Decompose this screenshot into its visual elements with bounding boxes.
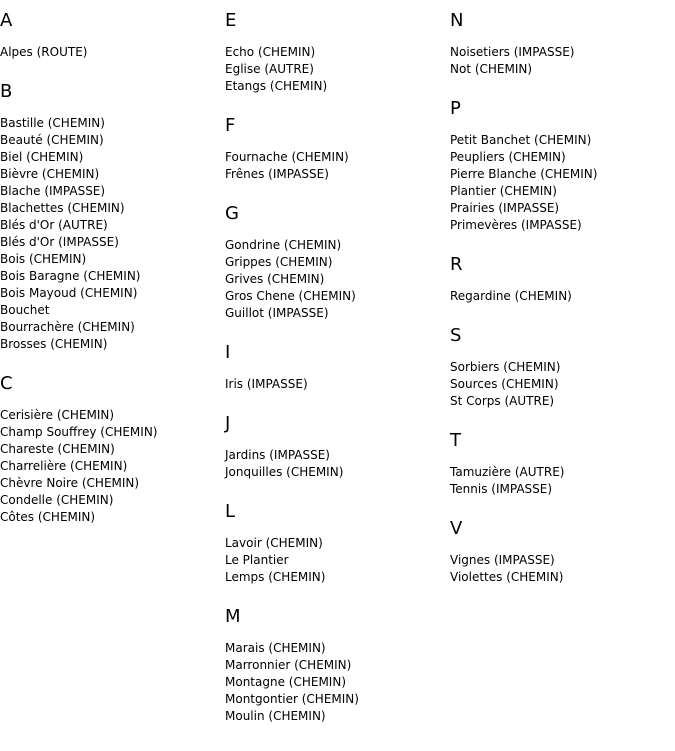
section-letter-heading: A <box>0 10 13 31</box>
section-letter-heading: B <box>0 81 13 102</box>
street-link[interactable]: Bois Baragne (CHEMIN) <box>0 269 141 283</box>
letter-section <box>0 10 220 61</box>
letter-section <box>225 10 445 95</box>
street-link[interactable]: Pierre Blanche (CHEMIN) <box>450 167 598 181</box>
section-letter-heading: N <box>450 10 464 31</box>
section-letter-heading: C <box>0 373 13 394</box>
street-link[interactable]: Tennis (IMPASSE) <box>450 482 553 496</box>
street-link[interactable]: Blés d'Or (AUTRE) <box>0 218 108 232</box>
letter-section <box>450 98 670 234</box>
street-link[interactable]: Bois (CHEMIN) <box>0 252 87 266</box>
street-link[interactable]: St Corps (AUTRE) <box>450 394 555 408</box>
letter-section <box>0 373 220 526</box>
letter-section <box>450 254 670 305</box>
street-link[interactable]: Prairies (IMPASSE) <box>450 201 560 215</box>
street-index-column-2 <box>225 10 445 745</box>
letter-section <box>225 606 445 725</box>
section-letter-heading: M <box>225 606 241 627</box>
section-letter-heading: L <box>225 501 236 522</box>
letter-section <box>450 325 670 410</box>
section-letter-heading: T <box>450 430 461 451</box>
street-link[interactable]: Biel (CHEMIN) <box>0 150 84 164</box>
section-letter-heading: V <box>450 518 463 539</box>
street-link[interactable]: Le Plantier <box>225 553 289 567</box>
street-link[interactable]: Montgontier (CHEMIN) <box>225 692 359 706</box>
street-link[interactable]: Echo (CHEMIN) <box>225 45 316 59</box>
street-link[interactable]: Plantier (CHEMIN) <box>450 184 557 198</box>
street-link[interactable]: Blachettes (CHEMIN) <box>0 201 125 215</box>
section-letter-heading: R <box>450 254 463 275</box>
street-link[interactable]: Peupliers (CHEMIN) <box>450 150 566 164</box>
street-link[interactable]: Chareste (CHEMIN) <box>0 442 115 456</box>
letter-section <box>450 10 670 78</box>
section-letter-heading: I <box>225 342 231 363</box>
street-link[interactable]: Montagne (CHEMIN) <box>225 675 346 689</box>
street-link[interactable]: Marais (CHEMIN) <box>225 641 326 655</box>
street-link[interactable]: Gondrine (CHEMIN) <box>225 238 342 252</box>
street-link[interactable]: Not (CHEMIN) <box>450 62 533 76</box>
street-link[interactable]: Gros Chene (CHEMIN) <box>225 289 356 303</box>
street-link[interactable]: Grippes (CHEMIN) <box>225 255 333 269</box>
street-link[interactable]: Beauté (CHEMIN) <box>0 133 104 147</box>
street-link[interactable]: Bourrachère (CHEMIN) <box>0 320 135 334</box>
street-link[interactable]: Eglise (AUTRE) <box>225 62 314 76</box>
street-link[interactable]: Frênes (IMPASSE) <box>225 167 329 181</box>
street-link[interactable]: Petit Banchet (CHEMIN) <box>450 133 592 147</box>
street-link[interactable]: Grives (CHEMIN) <box>225 272 325 286</box>
street-link[interactable]: Etangs (CHEMIN) <box>225 79 328 93</box>
street-index-column-1 <box>0 10 220 546</box>
letter-section <box>225 501 445 586</box>
street-link[interactable]: Iris (IMPASSE) <box>225 377 308 391</box>
letter-section <box>225 203 445 322</box>
street-link[interactable]: Bouchet <box>0 303 50 317</box>
street-link[interactable]: Fournache (CHEMIN) <box>225 150 349 164</box>
letter-section <box>450 430 670 498</box>
street-link[interactable]: Blés d'Or (IMPASSE) <box>0 235 119 249</box>
street-link[interactable]: Jonquilles (CHEMIN) <box>225 465 344 479</box>
letter-section <box>0 81 220 353</box>
section-letter-heading: E <box>225 10 237 31</box>
letter-section <box>450 518 670 586</box>
section-letter-heading: J <box>225 413 231 434</box>
street-link[interactable]: Vignes (IMPASSE) <box>450 553 555 567</box>
street-link[interactable]: Noisetiers (IMPASSE) <box>450 45 575 59</box>
street-index-column-3 <box>450 10 670 606</box>
section-letter-heading: S <box>450 325 462 346</box>
letter-section <box>225 115 445 183</box>
street-link[interactable]: Marronnier (CHEMIN) <box>225 658 352 672</box>
street-link[interactable]: Guillot (IMPASSE) <box>225 306 329 320</box>
street-link[interactable]: Sorbiers (CHEMIN) <box>450 360 561 374</box>
street-link[interactable]: Lavoir (CHEMIN) <box>225 536 323 550</box>
street-link[interactable]: Bastille (CHEMIN) <box>0 116 105 130</box>
street-link[interactable]: Condelle (CHEMIN) <box>0 493 114 507</box>
street-link[interactable]: Alpes (ROUTE) <box>0 45 88 59</box>
street-link[interactable]: Lemps (CHEMIN) <box>225 570 326 584</box>
section-letter-heading: F <box>225 115 236 136</box>
street-link[interactable]: Cerisière (CHEMIN) <box>0 408 115 422</box>
street-link[interactable]: Primevères (IMPASSE) <box>450 218 582 232</box>
letter-section <box>225 342 445 393</box>
street-link[interactable]: Moulin (CHEMIN) <box>225 709 326 723</box>
section-letter-heading: P <box>450 98 461 119</box>
street-link[interactable]: Blache (IMPASSE) <box>0 184 106 198</box>
street-link[interactable]: Brosses (CHEMIN) <box>0 337 108 351</box>
street-link[interactable]: Sources (CHEMIN) <box>450 377 559 391</box>
section-letter-heading: G <box>225 203 239 224</box>
street-link[interactable]: Champ Souffrey (CHEMIN) <box>0 425 158 439</box>
street-link[interactable]: Bois Mayoud (CHEMIN) <box>0 286 138 300</box>
street-link[interactable]: Regardine (CHEMIN) <box>450 289 572 303</box>
street-link[interactable]: Côtes (CHEMIN) <box>0 510 96 524</box>
street-link[interactable]: Bièvre (CHEMIN) <box>0 167 100 181</box>
street-link[interactable]: Chèvre Noire (CHEMIN) <box>0 476 140 490</box>
street-link[interactable]: Jardins (IMPASSE) <box>225 448 330 462</box>
letter-section <box>225 413 445 481</box>
street-link[interactable]: Tamuzière (AUTRE) <box>450 465 565 479</box>
street-link[interactable]: Violettes (CHEMIN) <box>450 570 564 584</box>
street-link[interactable]: Charrelière (CHEMIN) <box>0 459 128 473</box>
